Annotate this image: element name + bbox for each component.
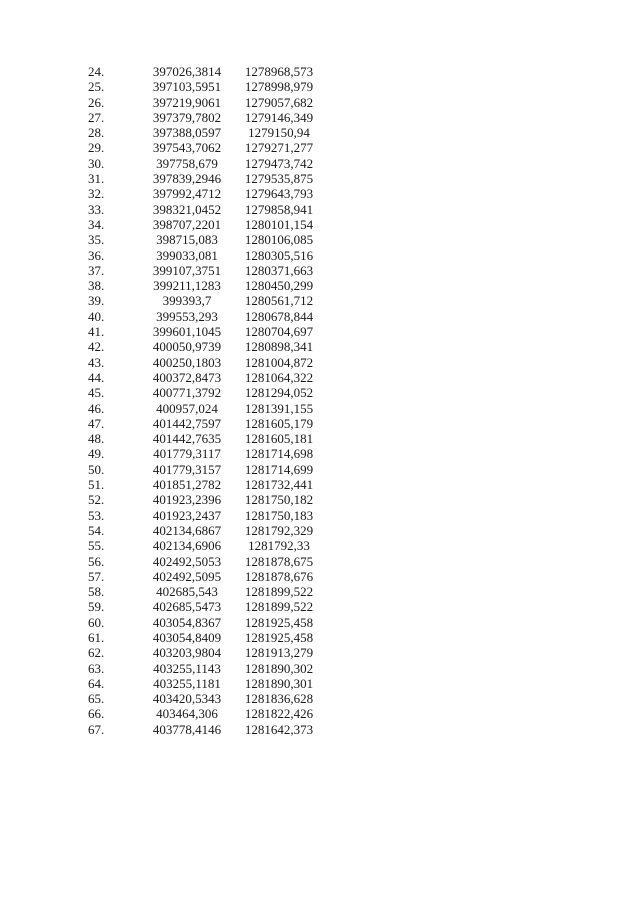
- x-coordinate-cell: 403054,8367: [152, 614, 222, 630]
- x-coordinate-cell: 399393,7: [162, 293, 212, 309]
- point-number-cell: 37.: [88, 262, 105, 278]
- y-coordinate-cell: 1281750,183: [244, 507, 314, 523]
- y-coordinate-cell: 1281792,33: [248, 538, 310, 554]
- table-row: [88, 462, 324, 477]
- table-row: [88, 186, 324, 201]
- x-coordinate-cell: 398707,2201: [152, 216, 222, 232]
- table-row: [88, 661, 324, 676]
- point-number-cell: 34.: [88, 216, 105, 232]
- point-number-cell: 48.: [88, 431, 105, 447]
- table-row: [88, 355, 324, 370]
- x-coordinate-cell: 403778,4146: [152, 721, 222, 737]
- y-coordinate-cell: 1281878,675: [244, 553, 314, 569]
- table-row: [88, 370, 324, 385]
- x-coordinate-cell: 397543,7062: [152, 140, 222, 156]
- y-coordinate-cell: 1280678,844: [244, 308, 314, 324]
- y-coordinate-cell: 1280106,085: [244, 232, 314, 248]
- table-row: [88, 339, 324, 354]
- y-coordinate-cell: 1281750,182: [244, 492, 314, 508]
- y-coordinate-cell: 1281714,698: [244, 446, 314, 462]
- x-coordinate-cell: 402134,6867: [152, 522, 222, 538]
- table-row: [88, 599, 324, 614]
- table-row: [88, 446, 324, 461]
- point-number-cell: 49.: [88, 446, 105, 462]
- table-row: [88, 401, 324, 416]
- point-number-cell: 60.: [88, 614, 105, 630]
- x-coordinate-cell: 399211,1283: [153, 278, 221, 294]
- point-number-cell: 56.: [88, 553, 105, 569]
- x-coordinate-cell: 403464,306: [156, 706, 218, 722]
- x-coordinate-cell: 402134,6906: [152, 538, 222, 554]
- point-number-cell: 47.: [88, 415, 105, 431]
- point-number-cell: 38.: [88, 278, 105, 294]
- table-row: [88, 554, 324, 569]
- table-row: [88, 324, 324, 339]
- y-coordinate-cell: 1281925,458: [244, 629, 314, 645]
- y-coordinate-cell: 1281899,522: [244, 584, 314, 600]
- point-number-cell: 66.: [88, 706, 105, 722]
- table-row: [88, 615, 324, 630]
- table-row: [88, 676, 324, 691]
- table-row: [88, 431, 324, 446]
- point-number-cell: 62.: [88, 645, 105, 661]
- point-number-cell: 61.: [88, 629, 105, 645]
- table-row: [88, 202, 324, 217]
- y-coordinate-cell: 1279643,793: [244, 186, 314, 202]
- point-number-cell: 41.: [88, 324, 105, 340]
- table-row: [88, 492, 324, 507]
- x-coordinate-cell: 402492,5095: [152, 568, 222, 584]
- point-number-cell: 35.: [88, 232, 105, 248]
- y-coordinate-cell: 1281714,699: [244, 461, 314, 477]
- table-row: [88, 416, 324, 431]
- point-number-cell: 32.: [88, 186, 105, 202]
- point-number-cell: 30.: [88, 155, 105, 171]
- y-coordinate-cell: 1278998,979: [244, 79, 314, 95]
- y-coordinate-cell: 1280704,697: [244, 324, 314, 340]
- x-coordinate-cell: 398321,0452: [152, 201, 222, 217]
- table-row: [88, 722, 324, 737]
- table-row: [88, 508, 324, 523]
- x-coordinate-cell: 402685,543: [156, 584, 218, 600]
- x-coordinate-cell: 397388,0597: [152, 125, 222, 141]
- y-coordinate-cell: 1281878,676: [244, 568, 314, 584]
- x-coordinate-cell: 401779,3157: [152, 461, 222, 477]
- point-number-cell: 43.: [88, 354, 105, 370]
- x-coordinate-cell: 403420,5343: [152, 691, 222, 707]
- x-coordinate-cell: 403054,8409: [152, 629, 222, 645]
- y-coordinate-cell: 1281642,373: [244, 721, 314, 737]
- table-row: [88, 584, 324, 599]
- x-coordinate-cell: 399553,293: [156, 308, 218, 324]
- y-coordinate-cell: 1280898,341: [244, 339, 314, 355]
- y-coordinate-cell: 1280561,712: [244, 293, 314, 309]
- x-coordinate-cell: 397992,4712: [152, 186, 222, 202]
- point-number-cell: 40.: [88, 308, 105, 324]
- x-coordinate-cell: 397379,7802: [152, 109, 222, 125]
- point-number-cell: 50.: [88, 461, 105, 477]
- point-number-cell: 36.: [88, 247, 105, 263]
- table-row: [88, 171, 324, 186]
- table-row: [88, 248, 324, 263]
- x-coordinate-cell: 399107,3751: [152, 262, 222, 278]
- x-coordinate-cell: 400050,9739: [152, 339, 222, 355]
- table-row: [88, 630, 324, 645]
- point-number-cell: 44.: [88, 369, 105, 385]
- y-coordinate-cell: 1281890,302: [244, 660, 314, 676]
- y-coordinate-cell: 1281913,279: [244, 645, 314, 661]
- table-row: [88, 140, 324, 155]
- y-coordinate-cell: 1278968,573: [244, 64, 314, 79]
- y-coordinate-cell: 1280101,154: [244, 216, 314, 232]
- point-number-cell: 58.: [88, 584, 105, 600]
- y-coordinate-cell: 1281890,301: [244, 675, 314, 691]
- y-coordinate-cell: 1279858,941: [244, 201, 314, 217]
- x-coordinate-cell: 403203,9804: [152, 645, 222, 661]
- y-coordinate-cell: 1281732,441: [244, 477, 314, 493]
- point-number-cell: 51.: [88, 477, 105, 493]
- x-coordinate-cell: 402492,5053: [152, 553, 222, 569]
- y-coordinate-cell: 1280305,516: [244, 247, 314, 263]
- y-coordinate-cell: 1279057,682: [244, 94, 314, 110]
- table-row: [88, 64, 324, 79]
- table-row: [88, 706, 324, 721]
- point-number-cell: 25.: [88, 79, 105, 95]
- x-coordinate-cell: 403255,1143: [153, 660, 221, 676]
- point-number-cell: 39.: [88, 293, 105, 309]
- x-coordinate-cell: 398715,083: [156, 232, 218, 248]
- coordinate-table: [88, 64, 324, 737]
- table-row: [88, 309, 324, 324]
- x-coordinate-cell: 397103,5951: [152, 79, 222, 95]
- y-coordinate-cell: 1281822,426: [244, 706, 314, 722]
- table-row: [88, 538, 324, 553]
- y-coordinate-cell: 1281836,628: [244, 691, 314, 707]
- table-row: [88, 217, 324, 232]
- y-coordinate-cell: 1281294,052: [244, 385, 314, 401]
- y-coordinate-cell: 1280450,299: [244, 278, 314, 294]
- table-row: [88, 125, 324, 140]
- table-row: [88, 569, 324, 584]
- point-number-cell: 31.: [88, 171, 105, 187]
- point-number-cell: 27.: [88, 109, 105, 125]
- point-number-cell: 45.: [88, 385, 105, 401]
- y-coordinate-cell: 1281605,181: [244, 431, 314, 447]
- table-row: [88, 293, 324, 308]
- point-number-cell: 29.: [88, 140, 105, 156]
- x-coordinate-cell: 402685,5473: [152, 599, 222, 615]
- point-number-cell: 65.: [88, 691, 105, 707]
- table-row: [88, 156, 324, 171]
- table-row: [88, 477, 324, 492]
- table-row: [88, 278, 324, 293]
- point-number-cell: 53.: [88, 507, 105, 523]
- table-row: [88, 110, 324, 125]
- y-coordinate-cell: 1280371,663: [244, 262, 314, 278]
- x-coordinate-cell: 400250,1803: [152, 354, 222, 370]
- point-number-cell: 63.: [88, 660, 105, 676]
- point-number-cell: 64.: [88, 675, 105, 691]
- x-coordinate-cell: 400372,8473: [152, 369, 222, 385]
- y-coordinate-cell: 1281391,155: [244, 400, 314, 416]
- table-row: [88, 95, 324, 110]
- y-coordinate-cell: 1279535,875: [244, 171, 314, 187]
- table-row: [88, 79, 324, 94]
- point-number-cell: 54.: [88, 522, 105, 538]
- point-number-cell: 57.: [88, 568, 105, 584]
- x-coordinate-cell: 399601,1045: [152, 324, 222, 340]
- y-coordinate-cell: 1279271,277: [244, 140, 314, 156]
- table-row: [88, 385, 324, 400]
- table-row: [88, 263, 324, 278]
- point-number-cell: 52.: [88, 492, 105, 508]
- x-coordinate-cell: 401779,3117: [153, 446, 221, 462]
- table-row: [88, 691, 324, 706]
- x-coordinate-cell: 400957,024: [156, 400, 218, 416]
- x-coordinate-cell: 397839,2946: [152, 171, 222, 187]
- point-number-cell: 42.: [88, 339, 105, 355]
- point-number-cell: 24.: [88, 64, 105, 79]
- table-row: [88, 645, 324, 660]
- y-coordinate-cell: 1281925,458: [244, 614, 314, 630]
- x-coordinate-cell: 397219,9061: [152, 94, 222, 110]
- table-row: [88, 523, 324, 538]
- y-coordinate-cell: 1281899,522: [244, 599, 314, 615]
- x-coordinate-cell: 397026,3814: [152, 64, 222, 79]
- x-coordinate-cell: 401851,2782: [152, 477, 222, 493]
- point-number-cell: 46.: [88, 400, 105, 416]
- y-coordinate-cell: 1281064,322: [244, 369, 314, 385]
- x-coordinate-cell: 401442,7635: [152, 431, 222, 447]
- y-coordinate-cell: 1279473,742: [244, 155, 314, 171]
- x-coordinate-cell: 401923,2437: [152, 507, 222, 523]
- point-number-cell: 26.: [88, 94, 105, 110]
- x-coordinate-cell: 397758,679: [156, 155, 218, 171]
- point-number-cell: 33.: [88, 201, 105, 217]
- x-coordinate-cell: 400771,3792: [152, 385, 222, 401]
- table-row: [88, 232, 324, 247]
- x-coordinate-cell: 401923,2396: [152, 492, 222, 508]
- y-coordinate-cell: 1281605,179: [244, 415, 314, 431]
- point-number-cell: 55.: [88, 538, 105, 554]
- y-coordinate-cell: 1279146,349: [244, 109, 314, 125]
- y-coordinate-cell: 1281004,872: [244, 354, 314, 370]
- x-coordinate-cell: 401442,7597: [152, 415, 222, 431]
- x-coordinate-cell: 403255,1181: [153, 675, 221, 691]
- y-coordinate-cell: 1279150,94: [248, 125, 310, 141]
- y-coordinate-cell: 1281792,329: [244, 522, 314, 538]
- point-number-cell: 59.: [88, 599, 105, 615]
- x-coordinate-cell: 399033,081: [156, 247, 218, 263]
- point-number-cell: 67.: [88, 721, 105, 737]
- point-number-cell: 28.: [88, 125, 105, 141]
